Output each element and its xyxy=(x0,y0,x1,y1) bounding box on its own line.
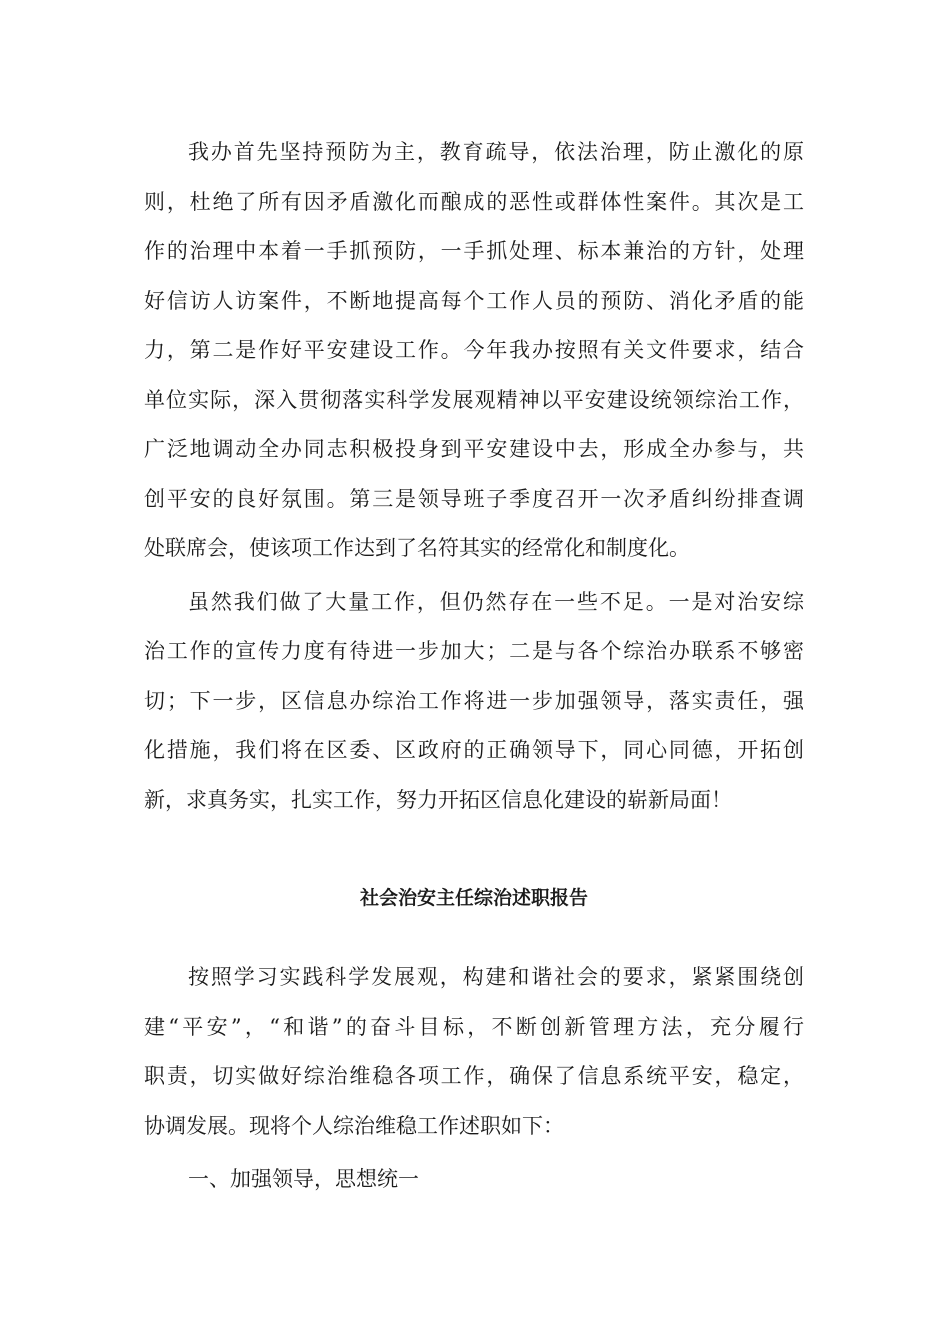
paragraph-intro xyxy=(144,953,804,1151)
text-line: 创平安的良好氛围。第三是领导班子季度召开一次矛盾纠纷排查调 xyxy=(144,486,804,511)
text-line: 职责，切实做好综治维稳各项工作，确保了信息系统平安，稳定， xyxy=(144,1064,804,1088)
text-line: 作的治理中本着一手抓预防，一手抓处理、标本兼治的方针，处理 xyxy=(144,239,804,263)
text-line: 按照学习实践科学发展观，构建和谐社会的要求，紧紧围绕创 xyxy=(188,965,804,989)
text-line: 单位实际，深入贯彻落实科学发展观精神以平安建设统领综治工作， xyxy=(144,387,804,412)
text-line: 我办首先坚持预防为主，教育疏导，依法治理，防止激化的原 xyxy=(188,140,804,164)
subheading-strengthen-leadership xyxy=(144,1155,804,1205)
text-line: 虽然我们做了大量工作，但仍然存在一些不足。一是对治安综 xyxy=(188,589,804,614)
section-title: 社会治安主任综治述职报告 xyxy=(359,887,588,909)
text-line: 广泛地调动全办同志积极投身到平安建设中去，形成全办参与，共 xyxy=(144,437,804,461)
text-line: 新，求真务实，扎实工作，努力开拓区信息化建设的崭新局面！ xyxy=(144,787,732,812)
document-page xyxy=(144,128,804,1205)
text-line: 治工作的宣传力度有待进一步加大；二是与各个综治办联系不够密 xyxy=(144,639,804,663)
text-line: 好信访人访案件，不断地提高每个工作人员的预防、消化矛盾的能 xyxy=(144,288,804,313)
text-line: 力，第二是作好平安建设工作。今年我办按照有关文件要求，结合 xyxy=(144,338,804,362)
text-line: 建“平安”，“和谐”的奋斗目标，不断创新管理方法，充分履行 xyxy=(144,1014,804,1039)
paragraph-prevention xyxy=(144,128,804,574)
text-line: 化措施，我们将在区委、区政府的正确领导下，同心同德，开拓创 xyxy=(144,738,804,762)
text-line: 则，杜绝了所有因矛盾激化而酿成的恶性或群体性案件。其次是工 xyxy=(144,189,804,214)
text-line: 一、加强领导，思想统一 xyxy=(188,1167,419,1191)
text-line: 处联席会，使该项工作达到了名符其实的经常化和制度化。 xyxy=(144,536,690,560)
text-line: 协调发展。现将个人综治维稳工作述职如下： xyxy=(144,1113,564,1138)
text-line: 切；下一步，区信息办综治工作将进一步加强领导，落实责任，强 xyxy=(144,688,804,713)
paragraph-shortcomings xyxy=(144,578,804,826)
